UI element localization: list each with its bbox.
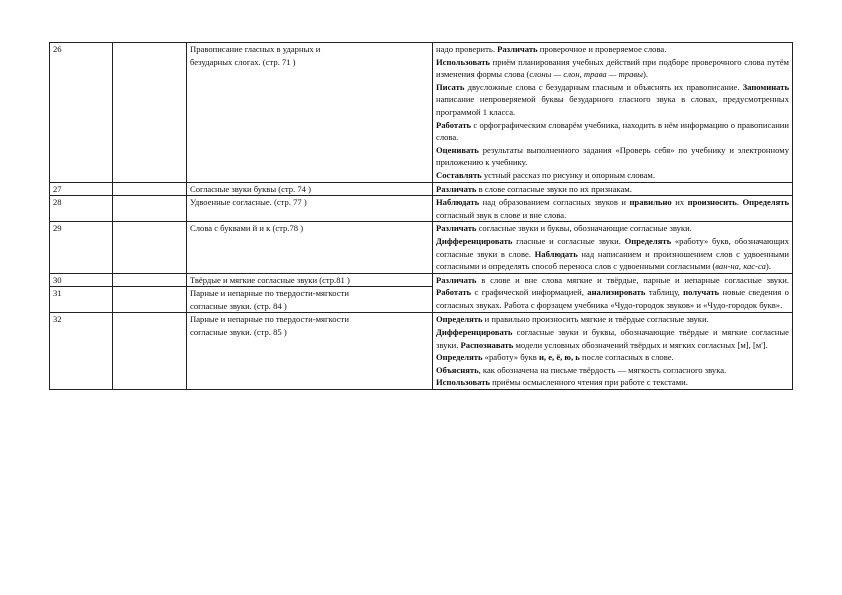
activity-verb: Запоминать	[742, 81, 789, 92]
topic-line: Удвоенные согласные. (стр. 77 )	[190, 197, 307, 208]
lesson-topic	[187, 222, 433, 273]
activity-verb: правильно	[629, 197, 672, 208]
topic-line: Парные и непарные по твердости-мягкости	[190, 314, 349, 325]
activity-text: проверочное и проверяемое слова.	[537, 44, 667, 54]
activity-text: в слове согласные звуки по их признакам.	[476, 183, 632, 194]
lesson-number: 30	[50, 273, 113, 287]
activity-verb: Определять	[742, 197, 790, 208]
table-row	[50, 182, 793, 196]
activity-paragraph	[436, 81, 789, 119]
topic-line: Правописание гласных в ударных и	[190, 44, 321, 54]
activity-text: с орфографическим словарём учебника, находить в нём информацию о правописании слова.	[436, 119, 789, 143]
activity-paragraph	[436, 144, 789, 169]
activity-text: ).	[765, 261, 771, 272]
lesson-topic	[187, 182, 433, 196]
learning-activities	[433, 273, 793, 313]
activity-verb: Наблюдать	[436, 197, 480, 208]
activity-paragraph	[436, 376, 789, 389]
activity-verb: Определять	[436, 352, 483, 363]
activity-text: в слове и вне слова мягкие и твёрдые, парные и непарные согласные звуки.	[476, 274, 789, 285]
activity-text: , как обозначена на письме твёрдость — мягкость согласного звука.	[478, 364, 727, 375]
topic-line: Твёрдые и мягкие согласные звуки (стр.81 )	[190, 274, 350, 285]
activity-text: «работу» букв	[482, 352, 539, 363]
activity-text: написание непроверяемой буквы безударного гласного звука в словах, предусмотренных программой 1 класса.	[436, 94, 789, 117]
activity-paragraph	[436, 43, 789, 56]
topic-line: Слова с буквами й и к (стр.78 )	[190, 223, 304, 234]
activity-paragraph	[436, 169, 789, 182]
learning-activities	[433, 182, 793, 196]
activity-text: приёмы осмысленного чтения при работе с текстами.	[489, 377, 688, 388]
learning-activities	[433, 43, 793, 183]
activity-verb: Работать	[436, 119, 472, 130]
activity-text: модели условных обозначений твёрдых и мягких согласных [м], [м'].	[513, 339, 768, 350]
activity-paragraph	[436, 235, 789, 273]
activity-text: и правильно произносить мягкие и твёрдые согласные звуки.	[482, 314, 709, 325]
lesson-topic	[187, 196, 433, 222]
activity-paragraph	[436, 274, 789, 312]
activity-verb: получать	[683, 287, 720, 298]
activity-paragraph	[436, 351, 789, 364]
learning-activities	[433, 313, 793, 390]
activity-verb: Дифференцировать	[436, 235, 513, 246]
table-row	[50, 313, 793, 390]
topic-line: согласные звуки. (стр. 85 )	[190, 327, 287, 338]
activity-verb: Различать	[436, 274, 477, 285]
activity-verb: Использовать	[436, 377, 490, 388]
lesson-number: 32	[50, 313, 113, 390]
topic-line: согласные звуки. (стр. 84 )	[190, 300, 287, 311]
activity-paragraph	[436, 313, 789, 326]
activity-paragraph	[436, 196, 789, 221]
activity-paragraph	[436, 183, 789, 196]
activity-verb: Различать	[497, 44, 538, 54]
topic-line: Согласные звуки буквы (стр. 74 )	[190, 183, 311, 194]
activity-text: «работу» букв, обозначающих согласные звуки в слове.	[436, 235, 789, 259]
activity-text: с графической информацией,	[471, 287, 588, 298]
activity-verb: Различать	[436, 223, 477, 234]
lesson-number: 29	[50, 222, 113, 273]
activity-verb: Составлять	[436, 169, 482, 180]
activity-text: над образованием согласных звуков и	[479, 197, 630, 208]
activity-text: надо проверить.	[436, 44, 498, 54]
activity-verb: Работать	[436, 287, 472, 298]
table-row	[50, 273, 793, 287]
activity-verb: Распознавать	[460, 339, 514, 350]
activity-text: над написанием и произношением слов с удвоенными согласными и определять способ переноса слов с удвоенными согласными (	[436, 248, 789, 272]
learning-activities	[433, 196, 793, 222]
activity-text: согласные звуки и буквы, обозначающие твёрдые и мягкие согласные звуки.	[436, 327, 789, 350]
activity-text: приём планирования учебных действий при подборе проверочного слова путём изменения формы слова (	[436, 56, 789, 80]
activity-text: согласный звук в слове и вне слова.	[436, 209, 567, 220]
table-row	[50, 222, 793, 273]
activity-text: после согласных в слове.	[579, 352, 674, 363]
empty-cell	[113, 287, 187, 313]
activity-example: слоны — слон, трава — травы	[529, 69, 643, 80]
activity-text: двусложные слова с безударным гласным и объяснять их правописание.	[464, 81, 743, 92]
activity-text: устный рассказ по рисунку и опорным словам.	[481, 169, 655, 180]
activity-text: их	[671, 197, 688, 208]
lesson-topic	[187, 273, 433, 287]
table-row	[50, 43, 793, 183]
activity-paragraph	[436, 119, 789, 144]
activity-text: ).	[642, 69, 648, 80]
activity-verb: Объяснять	[436, 364, 479, 375]
empty-cell	[113, 313, 187, 390]
activity-paragraph	[436, 56, 789, 81]
topic-line: безударных слогах. (стр. 71 )	[190, 56, 296, 67]
activity-verb: Оценивать	[436, 144, 479, 155]
activity-text: согласные звуки и буквы, обозначающие согласные звуки.	[476, 223, 692, 234]
activity-verb: Дифференцировать	[436, 327, 513, 338]
activity-verb: Наблюдать	[534, 248, 578, 259]
activity-text: .	[736, 197, 743, 208]
activity-verb: произносить	[687, 197, 737, 208]
lesson-number: 27	[50, 182, 113, 196]
activity-paragraph	[436, 364, 789, 377]
activity-example: ван-на, кас-са	[715, 261, 766, 272]
activity-verb: анализировать	[587, 287, 646, 298]
activity-text: новые сведения о согласных звуках. Работа с форзацем учебника «Чудо-городок звуков» и «Чудо-городок букв».	[436, 287, 789, 310]
empty-cell	[113, 182, 187, 196]
activity-verb: Писать	[436, 81, 465, 92]
lesson-number: 31	[50, 287, 113, 313]
activity-paragraph	[436, 326, 789, 351]
activity-verb: Использовать	[436, 56, 490, 67]
lesson-plan-table	[49, 42, 793, 390]
empty-cell	[113, 196, 187, 222]
lesson-number: 26	[50, 43, 113, 183]
activity-text: таблицу,	[645, 287, 684, 298]
lesson-topic	[187, 313, 433, 390]
activity-verb: и, е, ё, ю, ь	[538, 352, 580, 363]
activity-verb: Определять	[624, 235, 672, 246]
lesson-topic	[187, 43, 433, 183]
activity-text: гласные и согласные звуки.	[512, 235, 625, 246]
table-row	[50, 196, 793, 222]
empty-cell	[113, 43, 187, 183]
topic-line: Парные и непарные по твердости-мягкости	[190, 288, 349, 299]
empty-cell	[113, 222, 187, 273]
activity-verb: Определять	[436, 314, 483, 325]
lesson-number: 28	[50, 196, 113, 222]
lesson-topic	[187, 287, 433, 313]
learning-activities	[433, 222, 793, 273]
empty-cell	[113, 273, 187, 287]
activity-verb: Различать	[436, 183, 477, 194]
activity-paragraph	[436, 222, 789, 235]
activity-text: результаты выполненного задания «Проверь себя» по учебнику и электронному приложению к учебнику.	[436, 144, 789, 168]
